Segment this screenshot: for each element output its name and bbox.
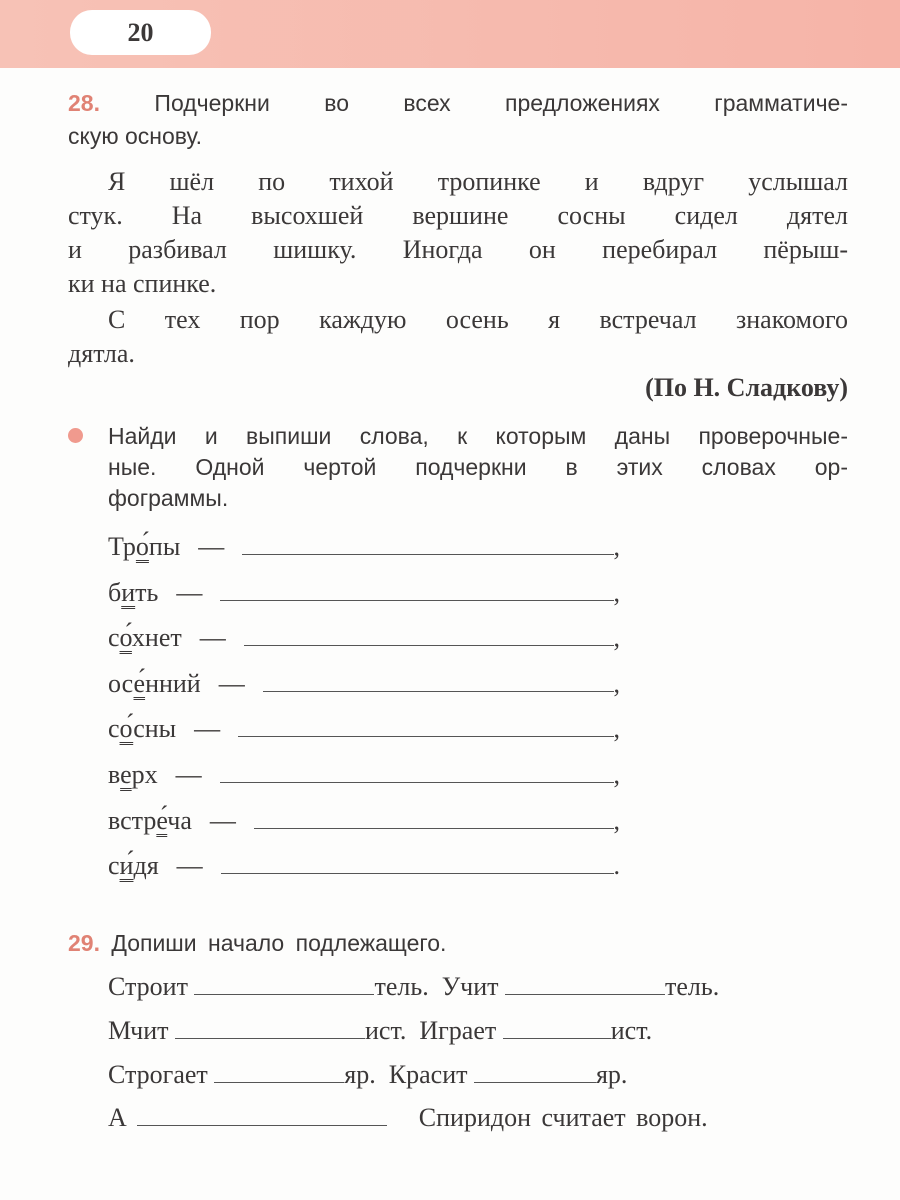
punctuation: ,	[613, 760, 620, 789]
orthogram-mark: о́	[119, 623, 132, 653]
word-row	[108, 760, 620, 790]
text: Строит	[108, 972, 188, 1001]
punctuation: ,	[613, 714, 620, 744]
subtask-line: ные. Одной чертой подчеркни в этих словах ор-	[108, 454, 848, 480]
task-number: 29.	[68, 930, 100, 956]
punctuation: ,	[613, 668, 620, 698]
word-row	[108, 578, 620, 608]
task29-instruction	[68, 930, 446, 957]
text: ист.	[364, 1016, 407, 1045]
orthogram-mark: и	[121, 577, 136, 607]
text: ист.	[610, 1016, 653, 1045]
text-line: ки на спинке.	[68, 269, 217, 298]
punctuation: ,	[613, 623, 620, 653]
answer-blank[interactable]	[263, 690, 614, 692]
source-attribution: (По Н. Сладкову)	[645, 373, 848, 402]
text: Учит	[441, 972, 499, 1001]
dash: —	[176, 851, 203, 881]
task-number: 28.	[68, 90, 100, 116]
answer-blank[interactable]	[220, 781, 614, 783]
word-row	[108, 714, 620, 744]
text: Подчеркни во всех предложениях грамматиче-	[154, 90, 849, 116]
orthogram-mark: о́	[119, 714, 134, 744]
word: си́дя	[108, 851, 159, 881]
subtask-line: Найди и выпиши слова, к которым даны проверочные-	[108, 423, 848, 449]
task28-instruction-line	[68, 90, 848, 117]
text-line: дятла.	[68, 339, 135, 368]
blank-input[interactable]	[474, 1081, 596, 1083]
dash: —	[199, 623, 226, 653]
punctuation: ,	[613, 577, 620, 607]
dash: —	[198, 532, 225, 561]
text-line: С тех пор каждую осень я встречал знакомого	[108, 305, 848, 334]
task28-instruction-line: скую основу.	[68, 123, 203, 149]
text: Спиридон считает ворон.	[418, 1103, 708, 1132]
text-line: стук. На высохшей вершине сосны сидел дятел	[68, 201, 848, 230]
word: со́хнет	[108, 623, 182, 653]
word: осе́нний	[108, 668, 201, 698]
blank-input[interactable]	[503, 1037, 611, 1039]
blank-input[interactable]	[214, 1081, 344, 1083]
text: тель.	[374, 972, 429, 1001]
blank-input[interactable]	[194, 993, 374, 995]
fill-row	[108, 1016, 652, 1046]
dash: —	[175, 760, 202, 789]
answer-blank[interactable]	[242, 553, 613, 555]
text: Допиши начало подлежащего.	[111, 930, 447, 956]
text-line: Я шёл по тихой тропинке и вдруг услышал	[108, 167, 848, 196]
word: встре́ча	[108, 805, 192, 835]
dash: —	[194, 714, 221, 744]
word: верх	[108, 760, 158, 789]
answer-blank[interactable]	[238, 735, 613, 737]
answer-blank[interactable]	[220, 599, 613, 601]
blank-input[interactable]	[137, 1124, 387, 1126]
text: Играет	[419, 1016, 497, 1045]
punctuation: .	[613, 851, 620, 881]
fill-row	[108, 1060, 627, 1090]
orthogram-mark: е	[120, 760, 132, 789]
text-line: и разбивал шишку. Иногда он перебирал пёрыш-	[68, 235, 848, 264]
word-row	[108, 623, 620, 653]
dash: —	[176, 577, 203, 607]
punctuation: ,	[613, 805, 620, 835]
answer-blank[interactable]	[244, 644, 614, 646]
orthogram-mark: и́	[119, 851, 134, 881]
dash: —	[209, 805, 236, 835]
text: Мчит	[108, 1016, 169, 1045]
text: тель.	[664, 972, 720, 1001]
orthogram-mark: о́	[135, 532, 149, 561]
text: яр.	[344, 1060, 376, 1089]
orthogram-mark: е́	[156, 805, 168, 835]
word-row	[108, 532, 620, 562]
word-row	[108, 669, 620, 699]
text: А	[108, 1103, 127, 1132]
word-row	[108, 806, 620, 836]
word-row	[108, 851, 620, 881]
fill-row	[108, 1103, 708, 1133]
blank-input[interactable]	[505, 993, 665, 995]
word: со́сны	[108, 714, 177, 744]
text: Строгает	[108, 1060, 208, 1089]
text: яр.	[595, 1060, 628, 1089]
subtask-line: фограммы.	[108, 485, 229, 511]
orthogram-mark: е́	[133, 668, 146, 698]
dash: —	[218, 668, 245, 698]
blank-input[interactable]	[175, 1037, 365, 1039]
word: бить	[108, 577, 159, 607]
word: Тро́пы	[108, 532, 181, 561]
bullet-icon	[68, 428, 83, 443]
page-number: 20	[70, 10, 211, 55]
text: Красит	[388, 1060, 468, 1089]
fill-row	[108, 972, 719, 1002]
punctuation: ,	[613, 532, 620, 561]
answer-blank[interactable]	[254, 827, 614, 829]
answer-blank[interactable]	[221, 872, 614, 874]
